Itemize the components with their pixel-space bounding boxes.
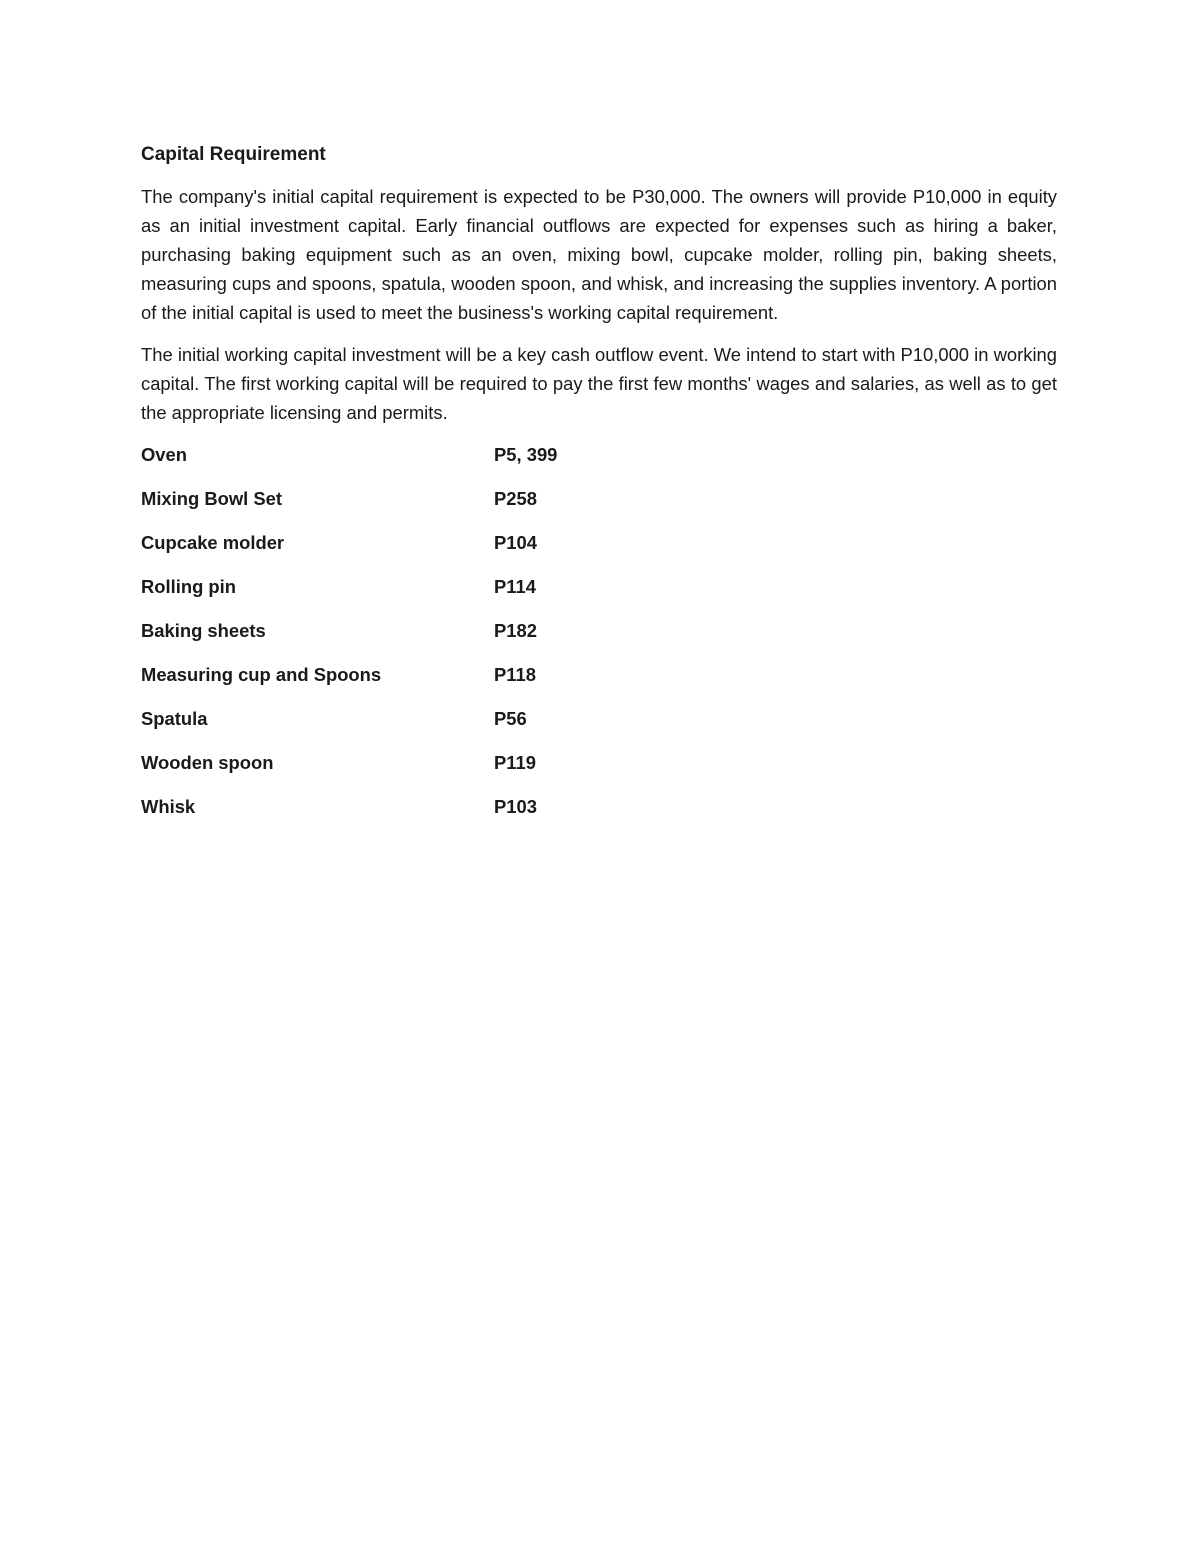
section-heading: Capital Requirement <box>141 144 326 165</box>
item-name: Measuring cup and Spoons <box>141 664 382 685</box>
item-name: Wooden spoon <box>141 752 274 773</box>
item-price: P118 <box>494 664 536 685</box>
item-name: Oven <box>141 444 187 465</box>
list-item <box>141 792 1057 836</box>
item-price: P104 <box>494 532 537 553</box>
equipment-cost-list <box>141 440 1057 836</box>
paragraph-working-capital: The initial working capital investment will be a key cash outflow event. We intend to start with P10,000 in working capital. The first working capital will be required to pay the first few months' wages and salaries, as well as to get the appropriate licensing and permits. <box>141 344 1057 423</box>
list-item <box>141 616 1057 660</box>
item-price: P182 <box>494 620 537 641</box>
item-name: Rolling pin <box>141 576 236 597</box>
list-item <box>141 660 1057 704</box>
item-price: P103 <box>494 796 537 817</box>
item-price: P5, 399 <box>494 444 558 465</box>
paragraph-capital-requirement: The company's initial capital requirement is expected to be P30,000. The owners will provide P10,000 in equity as an initial investment capital. Early financial outflows are expected for expenses such as hiring a baker, purchasing baking equipment such as an oven, mixing bowl, cupcake molder, rolling pin, baking sheets, measuring cups and spoons, spatula, wooden spoon, and whisk, and increasing the supplies inventory. A portion of the initial capital is used to meet the business's working capital requirement. <box>141 186 1057 323</box>
list-item <box>141 572 1057 616</box>
item-name: Cupcake molder <box>141 532 285 553</box>
list-item <box>141 704 1057 748</box>
list-item <box>141 748 1057 792</box>
list-item <box>141 484 1057 528</box>
item-price: P56 <box>494 708 527 729</box>
item-name: Whisk <box>141 796 196 817</box>
list-item <box>141 440 1057 484</box>
document-page <box>141 140 1057 836</box>
item-name: Spatula <box>141 708 208 729</box>
item-name: Baking sheets <box>141 620 266 641</box>
item-price: P119 <box>494 752 536 773</box>
list-item <box>141 528 1057 572</box>
item-price: P114 <box>494 576 536 597</box>
item-price: P258 <box>494 488 537 509</box>
item-name: Mixing Bowl Set <box>141 488 283 509</box>
